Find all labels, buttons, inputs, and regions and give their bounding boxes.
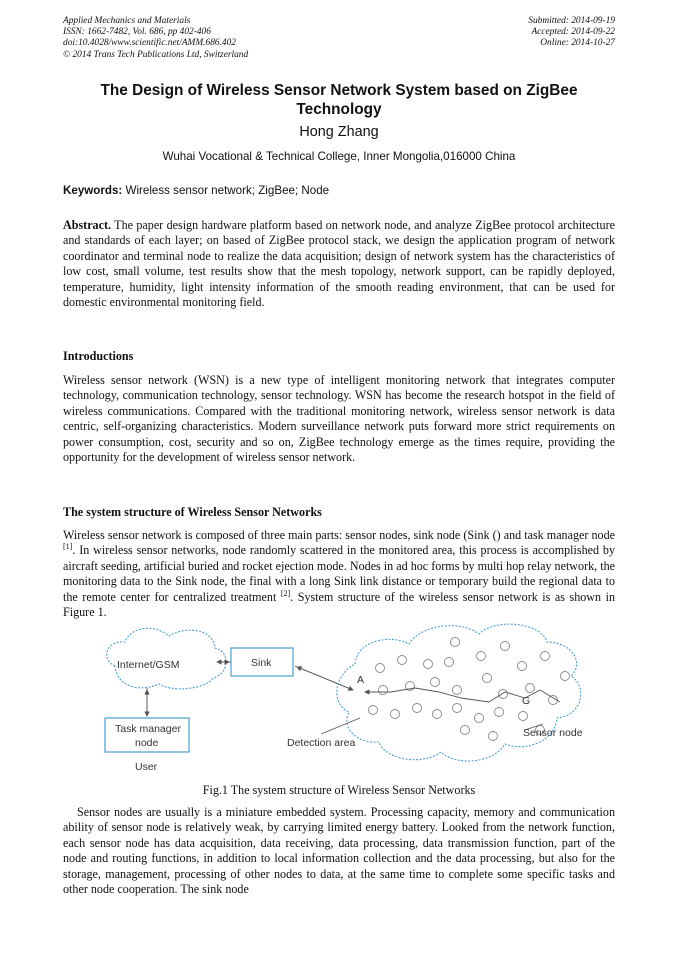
system-structure-text-3: . System structure of the wireless sensor network is as shown in Figure 1. bbox=[63, 589, 616, 620]
journal-name: Applied Mechanics and Materials bbox=[63, 16, 191, 26]
user-label: User bbox=[135, 761, 158, 773]
keywords-label: Keywords: bbox=[63, 184, 123, 197]
abstract-label: Abstract. bbox=[63, 218, 112, 232]
doi-line: doi:10.4028/www.scientific.net/AMM.686.402 bbox=[63, 38, 236, 49]
sensor-node bbox=[477, 652, 486, 661]
citation-2: [2] bbox=[280, 588, 291, 598]
copyright-line: © 2014 Trans Tech Publications Ltd, Switzerland bbox=[63, 49, 249, 60]
figure-caption: Fig.1 The system structure of Wireless Sensor Networks bbox=[202, 783, 476, 797]
sensor-node bbox=[541, 652, 550, 661]
accepted-date: Accepted: 2014-09-22 bbox=[531, 27, 615, 38]
sensor-node bbox=[453, 686, 462, 695]
sensor-node bbox=[453, 704, 462, 713]
sensor-node bbox=[379, 686, 388, 695]
sensor-node bbox=[495, 708, 504, 717]
abstract bbox=[63, 218, 615, 310]
journal-header bbox=[63, 16, 248, 61]
keywords-text: Wireless sensor network; ZigBee; Node bbox=[122, 184, 330, 197]
dates-header bbox=[528, 16, 615, 50]
sensor-node bbox=[518, 662, 527, 671]
sensor-node bbox=[376, 664, 385, 673]
sink-label: Sink bbox=[251, 657, 272, 669]
sensor-node bbox=[433, 710, 442, 719]
figure-1-diagram bbox=[95, 618, 590, 778]
sensor-node bbox=[391, 710, 400, 719]
author-name: Hong Zhang bbox=[299, 124, 379, 140]
sensor-node bbox=[561, 672, 570, 681]
sensor-node bbox=[413, 704, 422, 713]
submitted-date: Submitted: 2014-09-19 bbox=[528, 16, 615, 26]
sensor-node bbox=[461, 726, 470, 735]
sensor-nodes-paragraph: Sensor nodes are usually is a miniature embedded system. Processing capacity, memory and communication ability of sensor node is relatively weak, by carrying limited energy battery. Looked from the network function, each sensor node has data acquisition, data receiving, data processing, data transmission function, part of the node and routing functions, in addition to local information collection and the data processing, but also for the storage, management, processing of other nodes to data, at the same time to complete some specific tasks and other node cooperation. The sink node bbox=[63, 805, 615, 897]
abstract-text: The paper design hardware platform based on network node, and analyze ZigBee protocol architecture and standards of each layer; on based of ZigBee protocol stack, we design the application program of network coordinator and terminal node to realize the data acquisition; design of network system has the characteristics of low cost, small volume, test results show that the mesh topology, network support, can be rapidly deployed, temperature, humidity, light intensity information of the smooth reading environment, that can be used for domestic environmental monitoring field. bbox=[63, 218, 615, 310]
task-manager-label: Task manager bbox=[115, 723, 181, 735]
sensor-node bbox=[431, 678, 440, 687]
sensor-node bbox=[445, 658, 454, 667]
node-g-label: G bbox=[522, 695, 531, 707]
sensor-node bbox=[369, 706, 378, 715]
sensor-node bbox=[526, 684, 535, 693]
introductions-paragraph: Wireless sensor network (WSN) is a new type of intelligent monitoring network that integrates computer technology, communication technology, sensor technology. WSN has become the research hotspot in the field of wireless communications. Compared with the traditional monitoring network, wireless sensor network is data centric, self-organizing characteristics. Modern surveillance network puts forward more strict requirements on power consumption, cost, security and so on, ZigBee technology emerge as the times require, providing the opportunity for the development of wireless sensor network. bbox=[63, 373, 615, 465]
sensor-node bbox=[451, 638, 460, 647]
sensor-node bbox=[398, 656, 407, 665]
sensor-node bbox=[499, 690, 508, 699]
section-heading-introductions: Introductions bbox=[63, 349, 134, 363]
sensor-node bbox=[489, 732, 498, 741]
sensor-node bbox=[501, 642, 510, 651]
node-a-label: A bbox=[357, 674, 365, 686]
system-structure-text-1: Wireless sensor network is composed of three main parts: sensor nodes, sink node (Sink () and task manager node bbox=[63, 528, 615, 542]
issn-line: ISSN: 1662-7482, Vol. 686, pp 402-406 bbox=[63, 27, 211, 38]
sensor-node-label: Sensor node bbox=[523, 727, 583, 739]
internet-label: Internet/GSM bbox=[117, 659, 180, 671]
section-heading-system-structure: The system structure of Wireless Sensor Networks bbox=[63, 505, 322, 519]
task-manager-label-2: node bbox=[135, 737, 159, 749]
keywords bbox=[63, 184, 329, 197]
detection-area-label: Detection area bbox=[287, 737, 356, 749]
online-date: Online: 2014-10-27 bbox=[540, 38, 615, 49]
citation-1: [1] bbox=[63, 542, 73, 552]
sensor-node bbox=[475, 714, 484, 723]
sensor-node bbox=[424, 660, 433, 669]
system-structure-paragraph bbox=[63, 528, 615, 620]
paper-title: The Design of Wireless Sensor Network System based on ZigBee Technology bbox=[100, 82, 578, 118]
affiliation: Wuhai Vocational & Technical College, Inner Mongolia,016000 China bbox=[162, 150, 516, 163]
system-structure-text-2: . In wireless sensor networks, node randomly scattered in the monitored area, this process is accomplished by aircraft seeding, artificial buried and rocket ejection mode. Nodes in ad hoc forms by multi hop relay network, the monitoring data to the Sink node, the final with a long Sink link distance or temporary build the regional data to the remote center for centralized treatment bbox=[63, 543, 615, 604]
sensor-node bbox=[483, 674, 492, 683]
sensor-node bbox=[519, 712, 528, 721]
